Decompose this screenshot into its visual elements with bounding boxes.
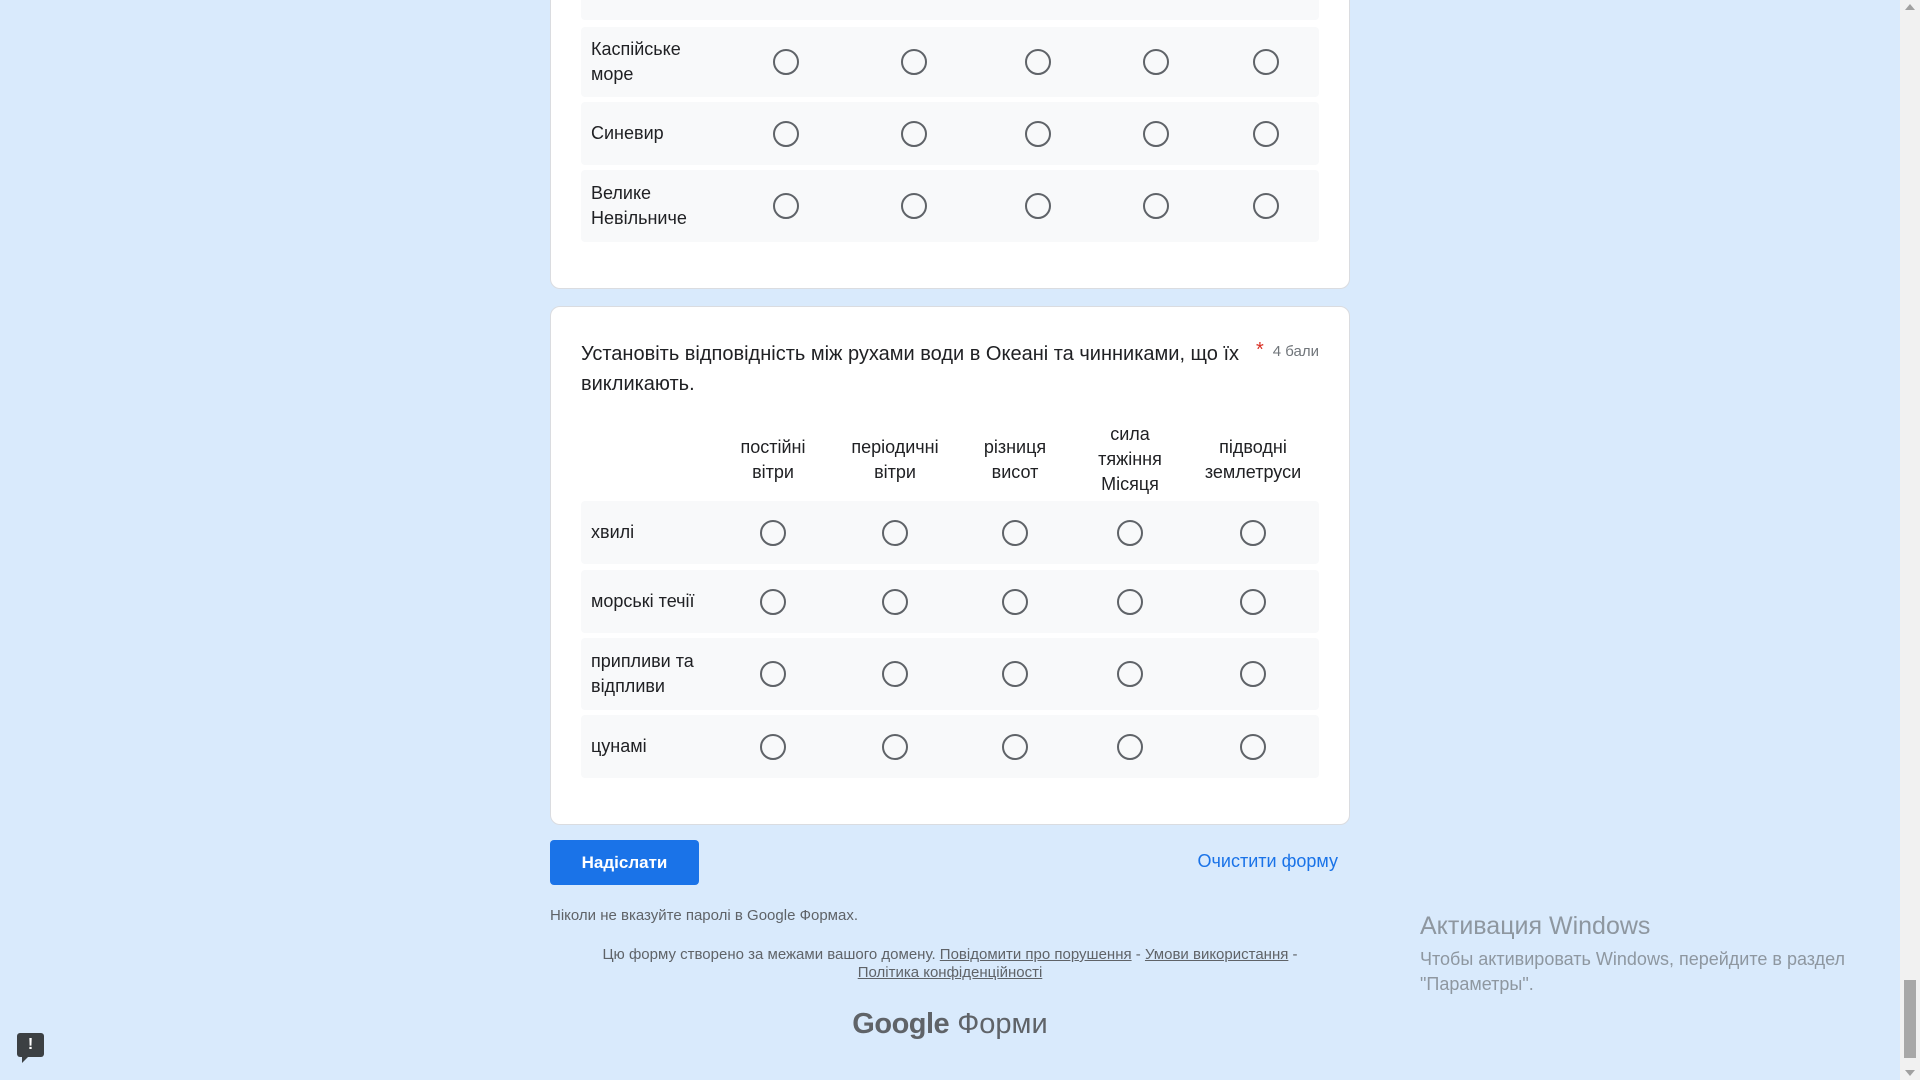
radio-option[interactable]	[760, 520, 786, 546]
grid-row	[581, 501, 1319, 564]
footer-notice	[550, 946, 1350, 982]
column-header: різниця висот	[983, 436, 1047, 482]
activation-line: Чтобы активировать Windows, перейдите в раздел	[1420, 949, 1846, 969]
activation-line: "Параметры".	[1420, 974, 1534, 994]
row-label: морські течії	[591, 591, 695, 611]
report-abuse-link[interactable]: Повідомити про порушення	[939, 946, 1132, 963]
radio-option[interactable]	[1117, 734, 1143, 760]
grid-row-partial	[581, 0, 1319, 20]
separator: -	[1131, 946, 1145, 963]
google-forms-logo[interactable]	[550, 1008, 1350, 1041]
radio-option[interactable]	[1025, 121, 1051, 147]
radio-option[interactable]	[901, 121, 927, 147]
grid-row	[581, 638, 1319, 710]
grid-row	[581, 170, 1319, 242]
clear-form-link[interactable]: Очистити форму	[1197, 851, 1338, 871]
row-label: Велике Невільниче	[591, 183, 687, 228]
page-scrollbar[interactable]	[1900, 0, 1920, 1080]
windows-activation-watermark	[1420, 912, 1845, 997]
radio-option[interactable]	[1002, 520, 1028, 546]
radio-option[interactable]	[901, 193, 927, 219]
radio-option[interactable]	[1025, 49, 1051, 75]
radio-option[interactable]	[1143, 121, 1169, 147]
radio-option[interactable]	[1253, 121, 1279, 147]
radio-option[interactable]	[1253, 193, 1279, 219]
question-card	[550, 306, 1350, 825]
grid-row	[581, 102, 1319, 165]
exclamation-feedback-icon[interactable]: !	[17, 1033, 44, 1057]
radio-option[interactable]	[1002, 661, 1028, 687]
radio-option[interactable]	[773, 49, 799, 75]
brand-google: Google	[852, 1008, 950, 1040]
previous-question-card	[550, 0, 1350, 289]
domain-notice: Цю форму створено за межами вашого домену.	[602, 946, 936, 963]
radio-option[interactable]	[773, 121, 799, 147]
password-warning: Ніколи не вказуйте паролі в Google Формах.	[550, 907, 858, 924]
column-header: постійні вітри	[740, 436, 806, 482]
brand-forms: Форми	[957, 1008, 1048, 1040]
radio-option[interactable]	[1143, 49, 1169, 75]
radio-option[interactable]	[1002, 734, 1028, 760]
required-asterisk: *	[1256, 339, 1264, 361]
scroll-down-icon[interactable]	[1905, 1070, 1915, 1076]
separator: -	[1288, 946, 1298, 963]
row-label: Каспійське море	[591, 39, 681, 84]
radio-option[interactable]	[1117, 589, 1143, 615]
grid-row	[581, 570, 1319, 633]
privacy-link[interactable]: Політика конфіденційності	[857, 964, 1043, 981]
radio-option[interactable]	[1253, 49, 1279, 75]
grid-row	[581, 27, 1319, 97]
radio-option[interactable]	[882, 520, 908, 546]
radio-option[interactable]	[1117, 520, 1143, 546]
radio-option[interactable]	[1240, 734, 1266, 760]
radio-option[interactable]	[773, 193, 799, 219]
radio-option[interactable]	[760, 734, 786, 760]
radio-option[interactable]	[1240, 589, 1266, 615]
activation-title: Активация Windows	[1420, 912, 1651, 940]
grid-row	[581, 715, 1319, 778]
row-label: Синевир	[591, 123, 664, 143]
question-title: Установіть відповідність між рухами води в Океані та чинниками, що їх викликають.	[581, 343, 1240, 395]
radio-option[interactable]	[1240, 661, 1266, 687]
question-points: 4 бали	[1272, 343, 1319, 360]
radio-option[interactable]	[760, 589, 786, 615]
radio-option[interactable]	[760, 661, 786, 687]
column-header: підводні землетруси	[1204, 436, 1302, 482]
column-header: періодичні вітри	[851, 436, 939, 482]
radio-option[interactable]	[1002, 589, 1028, 615]
radio-option[interactable]	[1240, 520, 1266, 546]
scroll-up-icon[interactable]	[1905, 4, 1915, 10]
radio-option[interactable]	[882, 661, 908, 687]
radio-option[interactable]	[882, 589, 908, 615]
row-label: цунамі	[591, 736, 647, 756]
radio-option[interactable]	[1143, 193, 1169, 219]
submit-button[interactable]: Надіслати	[550, 840, 699, 885]
radio-option[interactable]	[1025, 193, 1051, 219]
column-header: сила тяжіння Місяця	[1098, 424, 1162, 494]
row-label: припливи та відпливи	[591, 651, 694, 696]
scroll-thumb[interactable]	[1904, 980, 1916, 1058]
terms-link[interactable]: Умови використання	[1144, 946, 1289, 963]
radio-option[interactable]	[1117, 661, 1143, 687]
radio-option[interactable]	[882, 734, 908, 760]
radio-option[interactable]	[901, 49, 927, 75]
row-label: хвилі	[591, 522, 635, 542]
